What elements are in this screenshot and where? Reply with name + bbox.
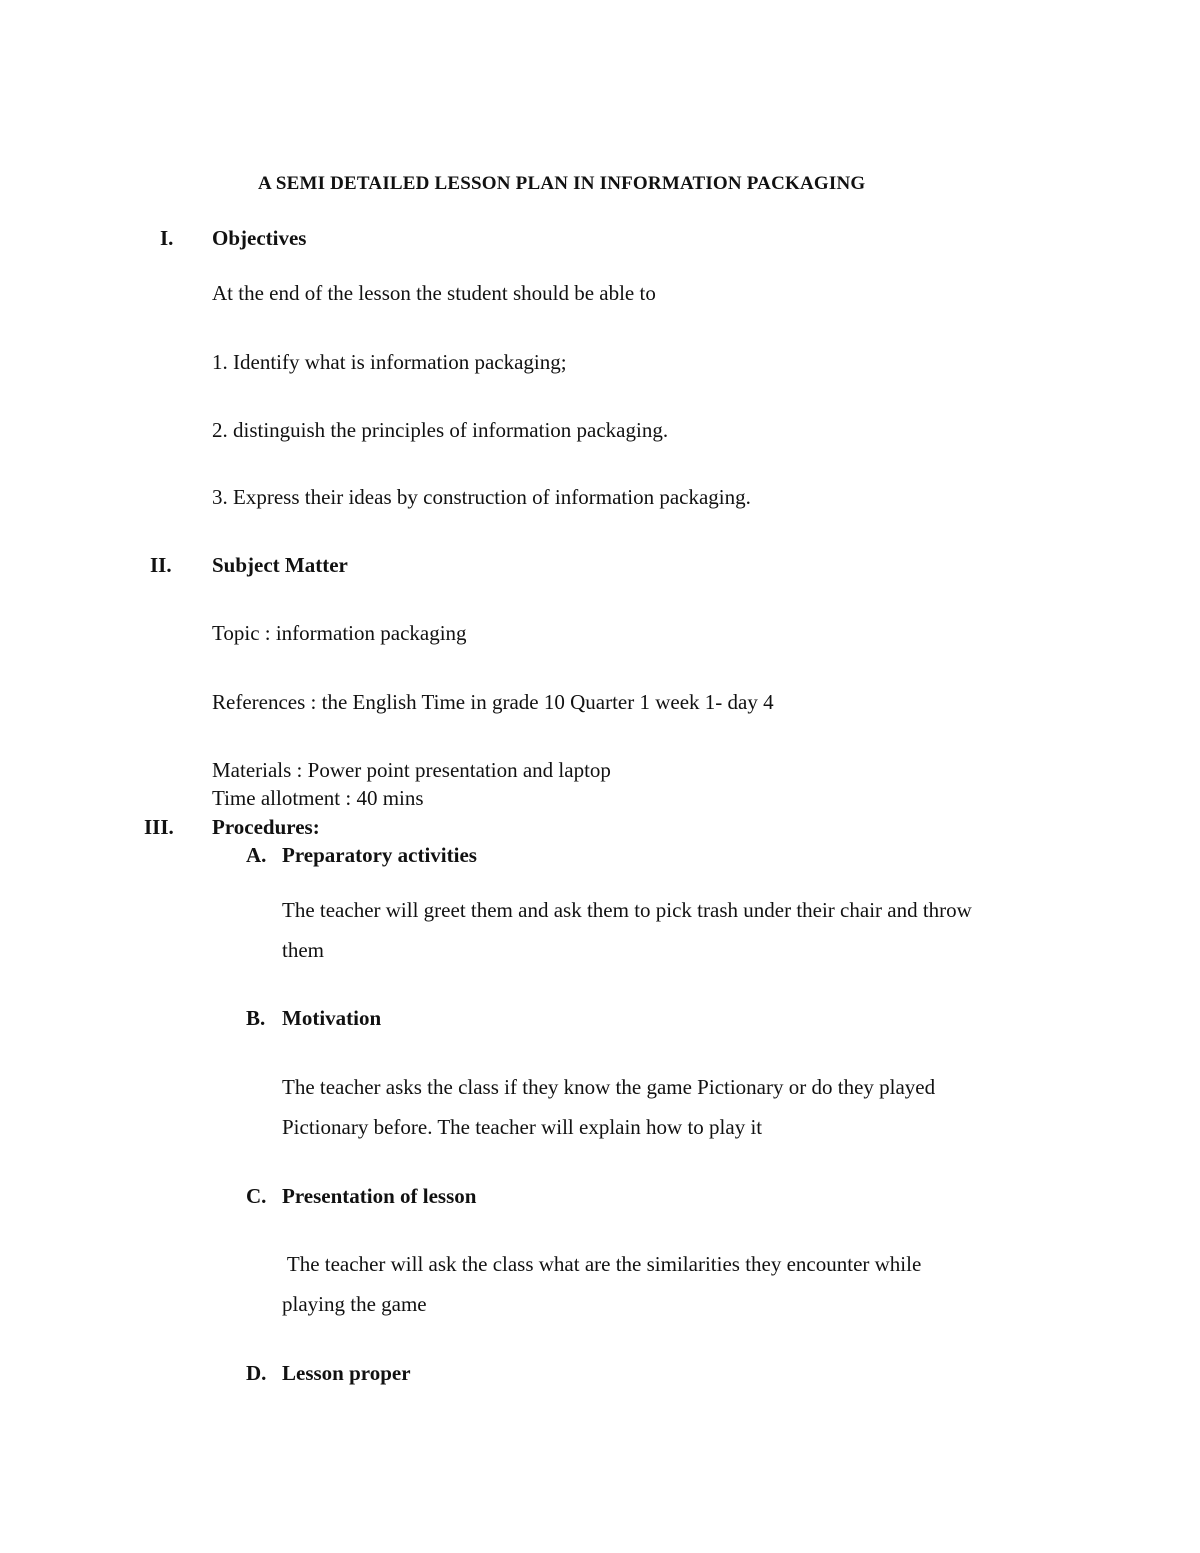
subject-materials: Materials : Power point presentation and laptop bbox=[212, 758, 611, 782]
subsection-b-heading: Motivation bbox=[282, 1006, 382, 1030]
subsection-a-line-1: The teacher will greet them and ask them to pick trash under their chair and throw bbox=[282, 898, 972, 922]
subject-time-allotment: Time allotment : 40 mins bbox=[212, 786, 424, 810]
subsection-d-letter: D. bbox=[246, 1361, 267, 1385]
subsection-c-heading: Presentation of lesson bbox=[282, 1184, 477, 1208]
objective-item-2: 2. distinguish the principles of information packaging. bbox=[212, 418, 669, 442]
document-title: A SEMI DETAILED LESSON PLAN IN INFORMATION PACKAGING bbox=[258, 173, 866, 194]
subsection-b-letter: B. bbox=[246, 1006, 266, 1030]
subsection-d-heading: Lesson proper bbox=[282, 1361, 411, 1385]
subsection-c-letter: C. bbox=[246, 1184, 267, 1208]
section-2-numeral: II. bbox=[150, 553, 172, 577]
section-3-heading: Procedures: bbox=[212, 815, 320, 839]
subsection-b-line-2: Pictionary before. The teacher will explain how to play it bbox=[282, 1115, 763, 1139]
subsection-c-line-1: The teacher will ask the class what are the similarities they encounter while bbox=[282, 1252, 922, 1276]
subsection-a-heading: Preparatory activities bbox=[282, 843, 477, 867]
objectives-intro: At the end of the lesson the student should be able to bbox=[212, 281, 656, 305]
objective-item-1: 1. Identify what is information packaging; bbox=[212, 350, 567, 374]
section-1-numeral: I. bbox=[160, 226, 174, 250]
subsection-a-line-2: them bbox=[282, 938, 324, 962]
section-1-heading: Objectives bbox=[212, 226, 307, 250]
subsection-b-line-1: The teacher asks the class if they know the game Pictionary or do they played bbox=[282, 1075, 936, 1099]
subject-topic: Topic : information packaging bbox=[212, 621, 467, 645]
section-3-numeral: III. bbox=[144, 815, 174, 839]
subject-references: References : the English Time in grade 10 Quarter 1 week 1- day 4 bbox=[212, 690, 774, 714]
section-2-heading: Subject Matter bbox=[212, 553, 348, 577]
objective-item-3: 3. Express their ideas by construction of information packaging. bbox=[212, 485, 751, 509]
subsection-c-line-2: playing the game bbox=[282, 1292, 427, 1316]
subsection-a-letter: A. bbox=[246, 843, 267, 867]
